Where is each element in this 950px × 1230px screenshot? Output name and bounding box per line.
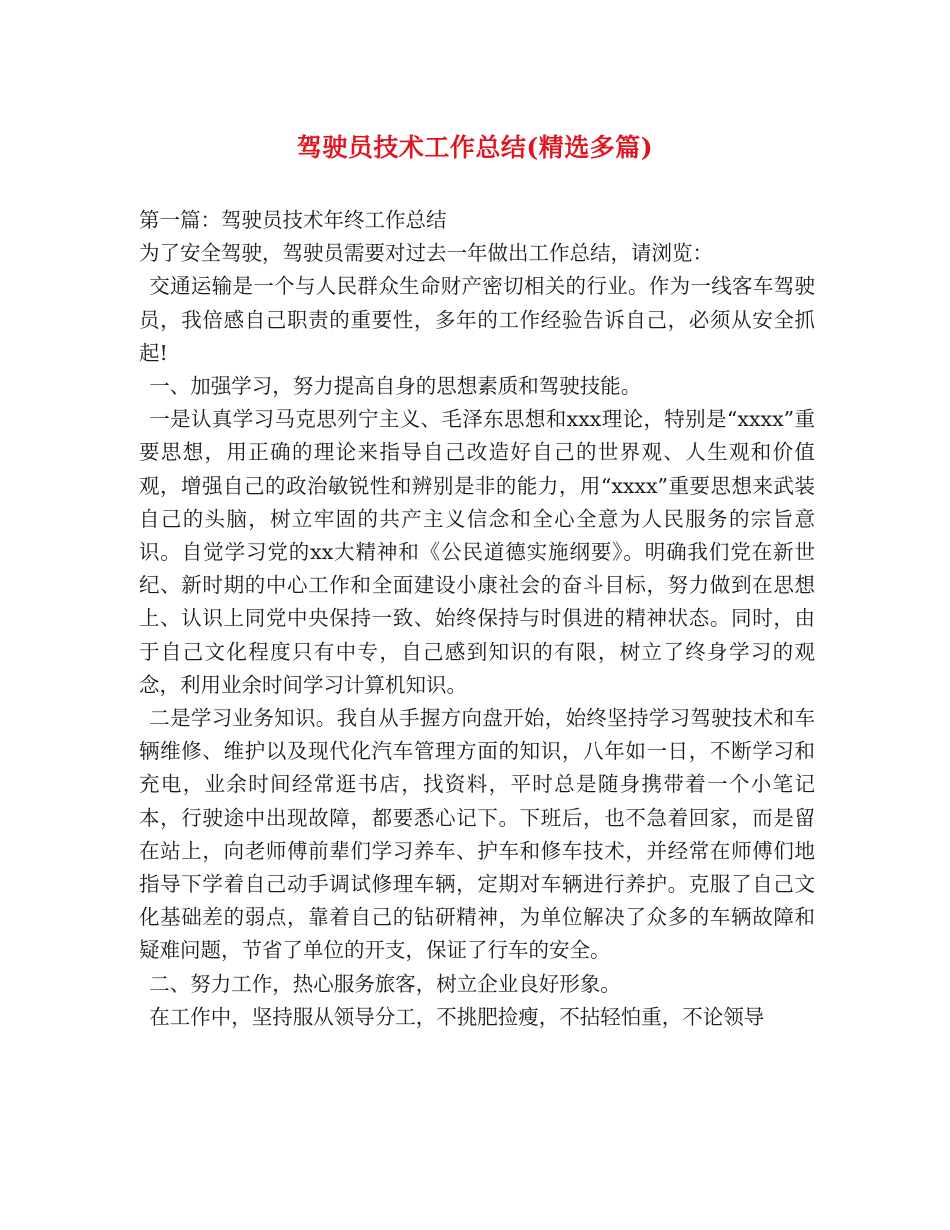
body-paragraph: 交通运输是一个与人民群众生命财产密切相关的行业。作为一线客车驾驶员，我倍感自己职责的重要性，多年的工作经验告诉自己，必须从安全抓起! [139, 274, 815, 365]
subsection-heading: 一、加强学习，努力提高自身的思想素质和驾驶技能。 [149, 374, 642, 399]
document-title: 驾驶员技术工作总结(精选多篇) [296, 133, 654, 162]
body-paragraph: 一是认真学习马克思列宁主义、毛泽东思想和xxx理论，特别是“xxxx”重要思想，用正确的理论来指导自己改造好自己的世界观、人生观和价值观，增强自己的政治敏锐性和辨别是非的能力，用“xxxx”重要思想来武装自己的头脑，树立牢固的共产主义信念和全心全意为人民服务的宗旨意识。自觉学习党的xx大精神和《公民道德实施纲要》。明确我们党在新世纪、新时期的中心工作和全面建设小康社会的奋斗目标，努力做到在思想上、认识上同党中央保持一致、始终保持与时俱进的精神状态。同时，由于自己文化程度只有中专，自己感到知识的有限，树立了终身学习的观念，利用业余时间学习计算机知识。 [139, 407, 815, 697]
body-paragraph: 二是学习业务知识。我自从手握方向盘开始，始终坚持学习驾驶技术和车辆维修、维护以及现代化汽车管理方面的知识，八年如一日，不断学习和充电，业余时间经常逛书店，找资料，平时总是随身携带着一个小笔记本，行驶途中出现故障，都要悉心记下。下班后，也不急着回家，而是留在站上，向老师傅前辈们学习养车、护车和修车技术，并经常在师傅们地指导下学着自己动手调试修理车辆，定期对车辆进行养护。克服了自己文化基础差的弱点，靠着自己的钻研精神，为单位解决了众多的车辆故障和疑难问题，节省了单位的开支，保证了行车的安全。 [139, 706, 815, 963]
subsection-heading: 二、努力工作，热心服务旅客，树立企业良好形象。 [149, 971, 621, 996]
document-body [139, 204, 815, 1034]
intro-paragraph: 为了安全驾驶，驾驶员需要对过去一年做出工作总结，请浏览： [139, 241, 713, 266]
body-paragraph: 在工作中，坚持服从领导分工，不挑肥捡瘦，不拈轻怕重，不论领导 [149, 1004, 765, 1029]
section-heading: 第一篇：驾驶员技术年终工作总结 [139, 208, 447, 232]
